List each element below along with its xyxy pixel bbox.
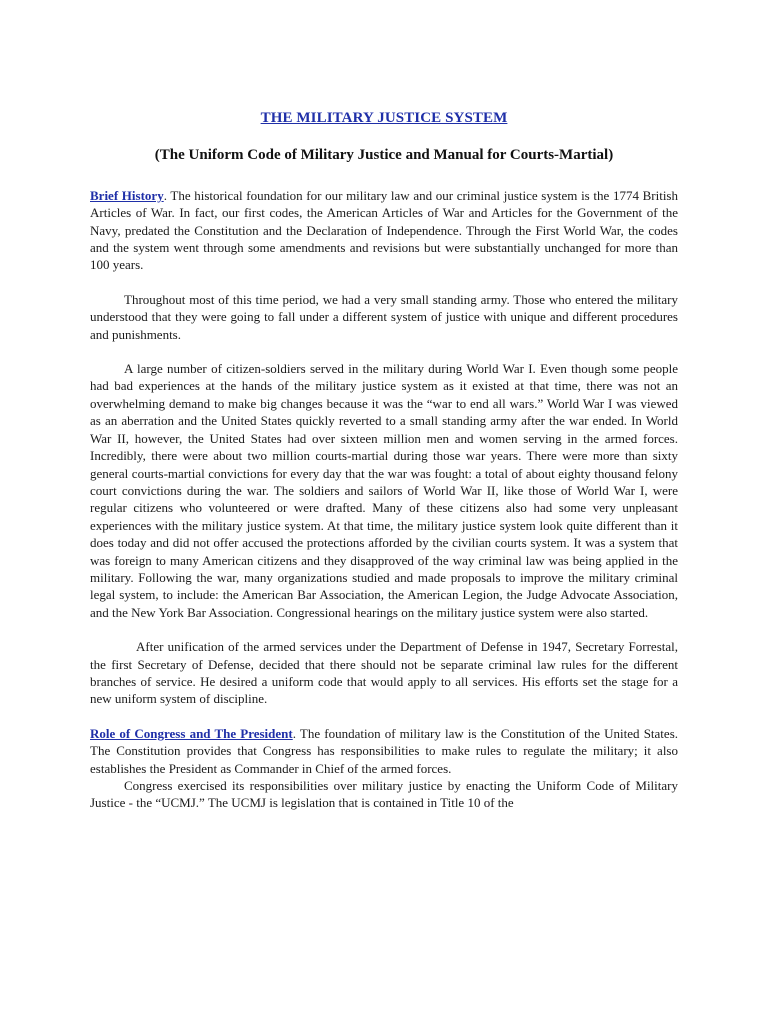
brief-history-paragraph-4: After unification of the armed services under the Department of Defense in 1947, Secretary Forrestal, the first Secretary of Defense, decided that there should not be separate criminal law rules for the different branches of service. He desired a uniform code that would apply to all services. His efforts set the stage for a new uniform system of discipline. xyxy=(90,639,678,707)
paragraph-gap xyxy=(90,708,678,725)
paragraph-gap xyxy=(90,343,678,360)
role-of-congress-paragraph-2: Congress exercised its responsibilities over military justice by enacting the Uniform Code of Military Justice - the “UCMJ.” The UCMJ is legislation that is contained in Title 10 of the xyxy=(90,778,678,811)
brief-history-heading: Brief History xyxy=(90,187,164,203)
document-title: THE MILITARY JUSTICE SYSTEM xyxy=(260,110,508,126)
paragraph-gap xyxy=(90,274,678,291)
brief-history-paragraph-2: Throughout most of this time period, we had a very small standing army. Those who entered the military understood that they were going to fall under a different system of justice with unique and different procedures and punishments. xyxy=(90,291,678,342)
brief-history-paragraph-3: A large number of citizen-soldiers served in the military during World War I. Even though some people had bad experiences at the hands of the military justice system as it existed at that time, there was not an overwhelming demand to make big changes because it was the “war to end all wars.” World War I was viewed as an aberration and the United States quickly reverted to a small standing army after the war ended. In World War II, however, the United States had over sixteen million men and women serving in the armed forces. Incredibly, there were about two million courts-martial during those war years. There were more than sixty general courts-martial convictions for every day that the war was fought: a total of about eighty thousand felony court convictions during the war. The soldiers and sailors of World War II, like those of World War I, were regular citizens who volunteered or were drafted. Many of these citizens also had some very unpleasant experiences with the military justice system. At that time, the military justice system look quite different than it does today and did not offer accused the protections afforded by the civilian courts system. It was a system that was foreign to many American citizens and they disapproved of the way criminal law was being applied in the military. Following the war, many organizations studied and made proposals to improve the military criminal legal system, to include: the American Bar Association, the American Legion, the Judge Advocate Association, and the New York Bar Association. Congressional hearings on the military justice system were also started. xyxy=(90,361,678,620)
paragraph-gap xyxy=(90,621,678,638)
role-of-congress-text-1: . The foundation of military law is the Constitution of the United States. The Constitution provides that Congress has responsibilities to make rules to regulate the military; it also establishes the President as Commander in Chief of the armed forces. xyxy=(90,725,678,776)
document-page xyxy=(90,110,678,812)
role-of-congress-paragraph-1 xyxy=(90,725,678,777)
brief-history-text-1: . The historical foundation for our military law and our criminal justice system is the 1774 British Articles of War. In fact, our first codes, the American Articles of War and Articles for the Government of the Navy, predated the Constitution and the Declaration of Independence. Through the First World War, the codes and the system went through some amendments and revisions but were substantially unchanged for more than 100 years. xyxy=(90,187,678,273)
document-subtitle: (The Uniform Code of Military Justice and Manual for Courts-Martial) xyxy=(154,147,614,164)
role-of-congress-heading: Role of Congress and The President xyxy=(90,725,293,741)
brief-history-paragraph-1 xyxy=(90,187,678,274)
